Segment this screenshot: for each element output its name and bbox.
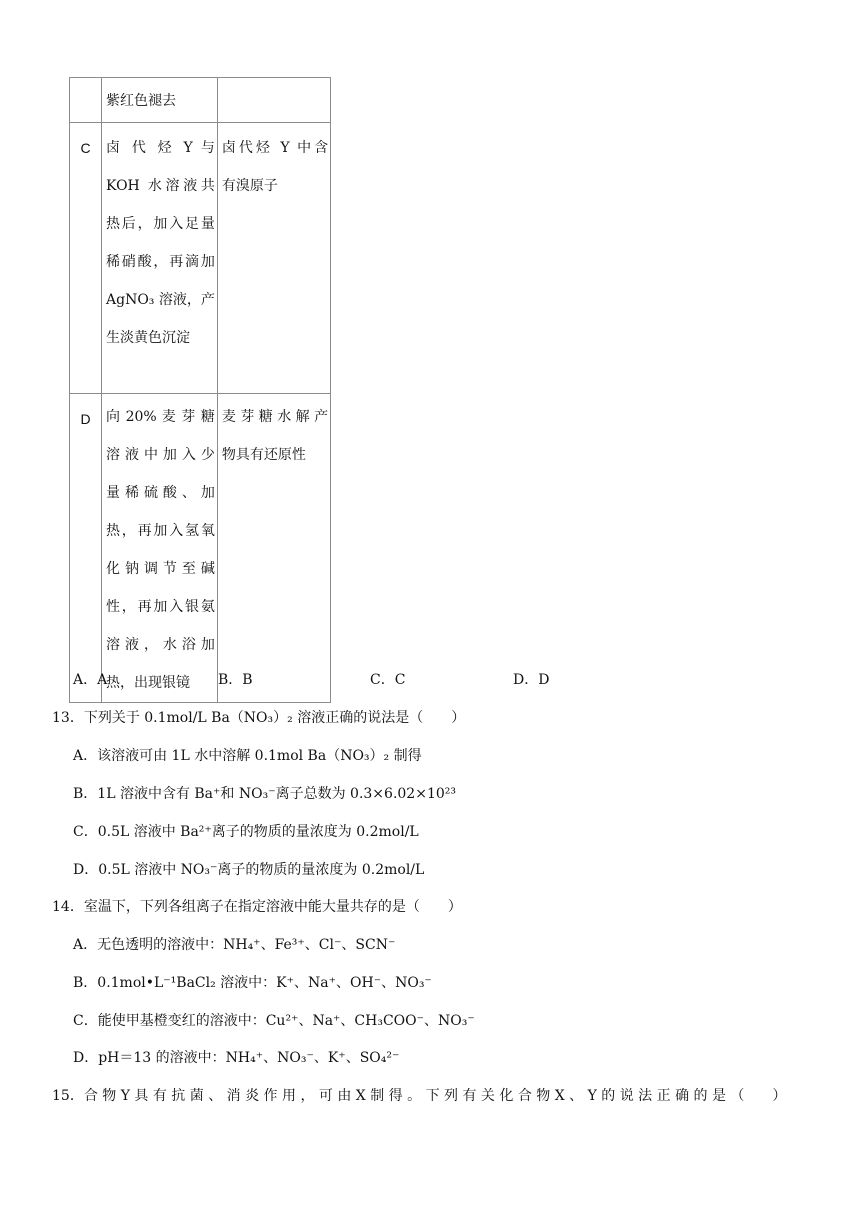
choice-a: A．A <box>73 672 108 688</box>
cell-line: 有溴原子 <box>221 178 278 194</box>
choice-c: C．C <box>370 672 406 688</box>
table-row <box>70 123 331 394</box>
operation-cell <box>102 123 218 394</box>
cell-line: KOH 水溶液共 <box>106 178 215 194</box>
cell-line: 热，再加入氢氧 <box>106 523 215 539</box>
cell-line: 化 钠 调 节 至 碱 <box>106 561 215 577</box>
cell-line: 量 稀 硫 酸 、 加 <box>106 485 215 501</box>
question-14-option-a: A．无色透明的溶液中：NH₄⁺、Fe³⁺、Cl⁻、SCN⁻ <box>73 937 396 953</box>
cell-line: 紫红色褪去 <box>106 93 176 109</box>
cell-line: 卤 代 烃 Y 与 <box>106 140 215 156</box>
cell-line: 物具有还原性 <box>221 447 306 463</box>
table-row <box>70 394 331 703</box>
question-14-option-c: C．能使甲基橙变红的溶液中：Cu²⁺、Na⁺、CH₃COO⁻、NO₃⁻ <box>73 1013 475 1029</box>
operation-cell <box>102 394 218 703</box>
table-row <box>70 78 331 123</box>
question-13-option-d: D．0.5L 溶液中 NO₃⁻离子的物质的量浓度为 0.2mol/L <box>73 862 425 878</box>
cell-line: 溶 液 ， 水 浴 加 <box>106 637 215 653</box>
conclusion-cell <box>217 394 330 703</box>
operation-cell <box>102 78 218 123</box>
cell-line: 热后，加入足量 <box>106 216 215 232</box>
conclusion-cell <box>217 123 330 394</box>
conclusion-cell <box>217 78 330 123</box>
question-14-stem: 14．室温下，下列各组离子在指定溶液中能大量共存的是（ ） <box>52 899 462 915</box>
choice-d: D．D <box>513 672 550 688</box>
question-13-stem: 13．下列关于 0.1mol/L Ba（NO₃）₂ 溶液正确的说法是（ ） <box>52 710 466 726</box>
question-15-stem: 15．合 物 Y 具 有 抗 菌 、 消 炎 作 用 ， 可 由 X 制 得 。 下 列 有 关 化 合 物 X 、 Y 的 说 法 正 确 的 是 （ ） <box>52 1088 787 1104</box>
cell-line: 生淡黄色沉淀 <box>106 330 190 346</box>
choice-b: B．B <box>218 672 253 688</box>
question-13-option-c: C．0.5L 溶液中 Ba²⁺离子的物质的量浓度为 0.2mol/L <box>73 824 419 840</box>
cell-line: AgNO₃ 溶液，产 <box>106 292 215 308</box>
cell-line: 稀硝酸，再滴加 <box>106 254 215 270</box>
cell-line: 向 20% 麦 芽 糖 <box>106 409 215 425</box>
row-letter <box>70 78 102 123</box>
question-14-option-d: D．pH＝13 的溶液中：NH₄⁺、NO₃⁻、K⁺、SO₄²⁻ <box>73 1050 400 1066</box>
question-14-option-b: B．0.1mol•L⁻¹BaCl₂ 溶液中：K⁺、Na⁺、OH⁻、NO₃⁻ <box>73 975 432 991</box>
cell-line: 热，出现银镜 <box>106 675 190 691</box>
row-letter: D <box>70 394 102 703</box>
cell-line: 性，再加入银氨 <box>106 599 215 615</box>
question-13-option-a: A．该溶液可由 1L 水中溶解 0.1mol Ba（NO₃）₂ 制得 <box>73 748 422 764</box>
cell-line: 卤代烃 Y 中含 <box>221 140 329 156</box>
cell-line: 麦 芽 糖 水 解 产 <box>221 409 329 425</box>
cell-line: 溶 液 中 加 入 少 <box>106 447 215 463</box>
row-letter: C <box>70 123 102 394</box>
experiment-table <box>69 77 331 703</box>
question-13-option-b: B．1L 溶液中含有 Ba⁺和 NO₃⁻离子总数为 0.3×6.02×10²³ <box>73 786 456 802</box>
